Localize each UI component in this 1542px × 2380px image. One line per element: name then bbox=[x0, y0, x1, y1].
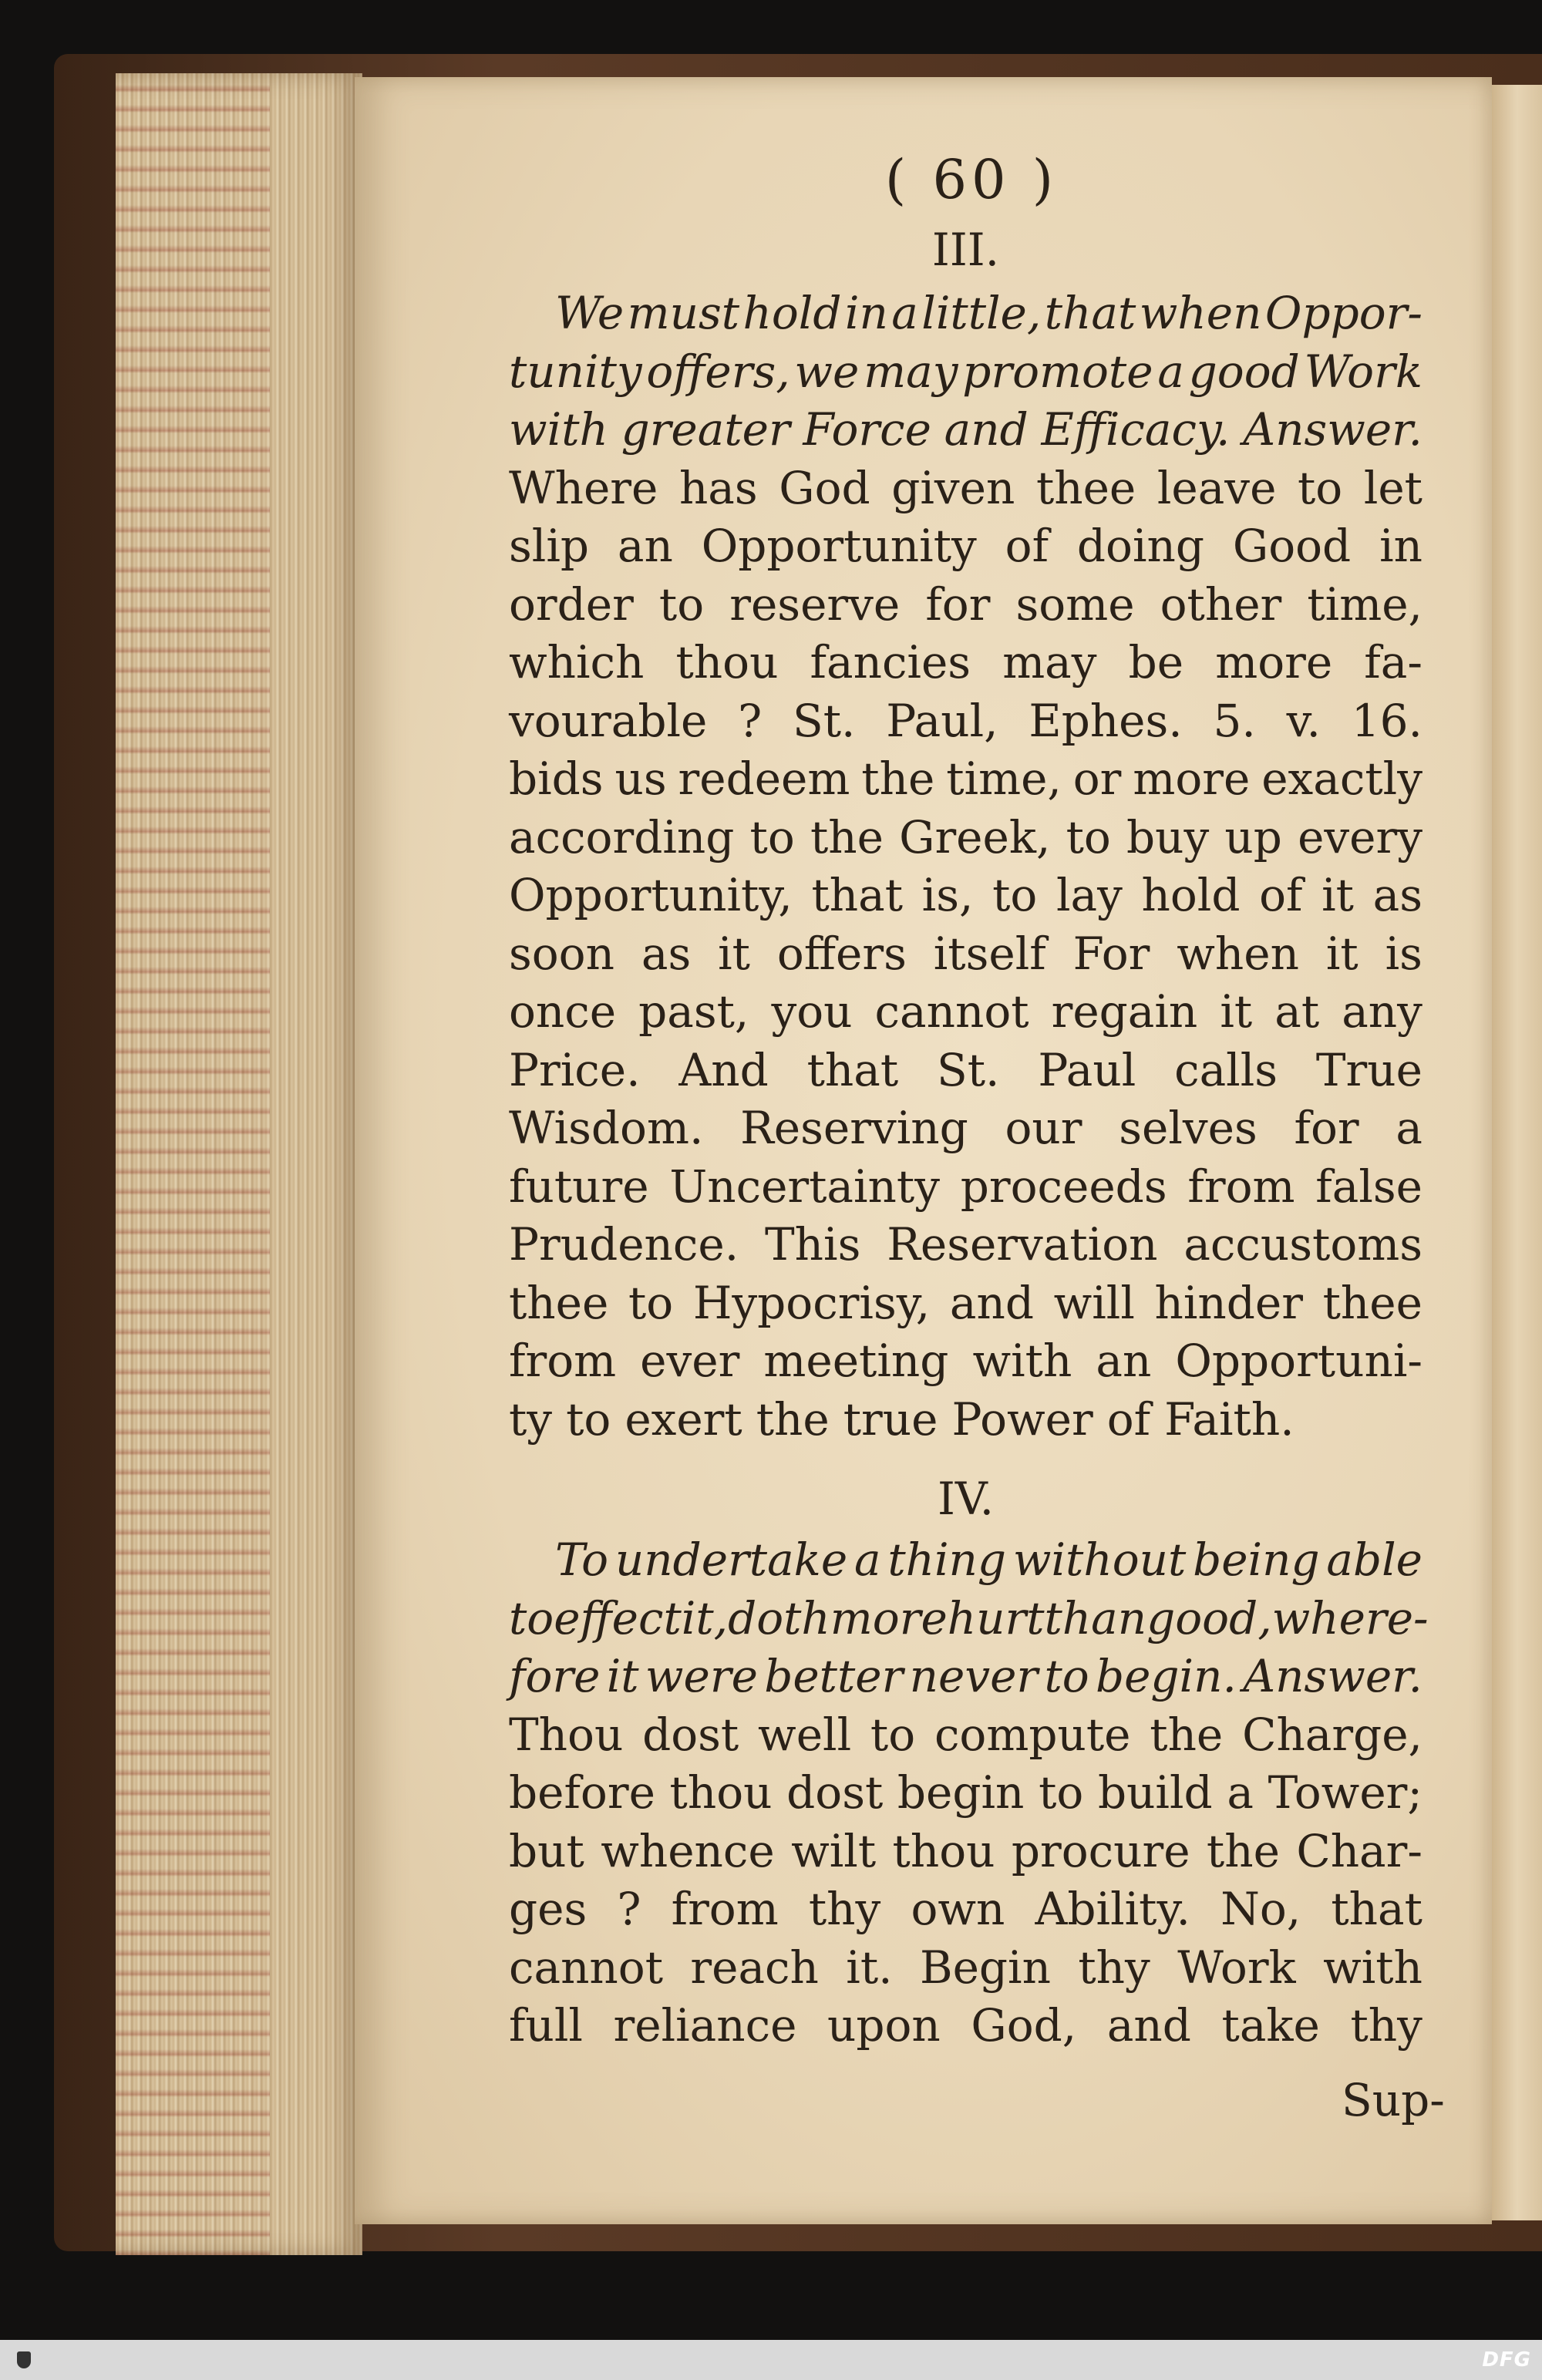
page-edges-speckle bbox=[116, 73, 270, 2255]
text-line: Opportunity, that is, to lay hold of it as bbox=[509, 869, 1422, 921]
section-heading-2: IV. bbox=[937, 1473, 995, 1525]
text-line: bids us redeem the time, or more exactly bbox=[509, 752, 1422, 805]
text-line: slip an Opportunity of doing Good in bbox=[509, 520, 1422, 572]
text-line: Price. And that St. Paul calls True bbox=[509, 1043, 1422, 1096]
text-line: thee to Hypocrisy, and will hinder thee bbox=[509, 1276, 1422, 1329]
text-line: cannot reach it. Begin thy Work with bbox=[509, 1941, 1422, 1994]
viewer-footer-bar bbox=[0, 2340, 1542, 2380]
text-line: soon as it offers itself For when it is bbox=[509, 927, 1422, 980]
text-line: We must hold in a little, that when Oppor- bbox=[555, 287, 1422, 339]
text-line: To undertake a thing without being able bbox=[555, 1533, 1422, 1586]
catchword: Sup- bbox=[1342, 2074, 1445, 2126]
dfg-logo: DFG bbox=[1482, 2348, 1531, 2372]
text-line: tunity offers, we may promote a good Work bbox=[509, 345, 1422, 398]
text-line: vourable ? St. Paul, Ephes. 5. v. 16. bbox=[509, 694, 1422, 747]
text-line: Thou dost well to compute the Charge, bbox=[509, 1708, 1422, 1761]
page-number: ( 60 ) bbox=[884, 148, 1059, 211]
text-line: according to the Greek, to buy up every bbox=[509, 810, 1422, 863]
text-line: which thou fancies may be more fa- bbox=[509, 636, 1422, 688]
text-line: before thou dost begin to build a Tower; bbox=[509, 1766, 1422, 1819]
text-line: to effect it, doth more hurt than good, where- bbox=[509, 1591, 1429, 1644]
text-line: Wisdom. Reserving our selves for a bbox=[509, 1102, 1422, 1154]
text-line: fore it were better never to begin. Answer. bbox=[509, 1650, 1422, 1702]
text-line: but whence wilt thou procure the Char- bbox=[509, 1824, 1422, 1877]
text-line: once past, you cannot regain it at any bbox=[509, 985, 1422, 1038]
text-line: ges ? from thy own Ability. No, that bbox=[509, 1883, 1422, 1935]
library-logo-icon bbox=[8, 2344, 40, 2376]
section-heading-1: III. bbox=[931, 224, 1000, 276]
text-line: future Uncertainty proceeds from false bbox=[509, 1160, 1422, 1213]
library-shield-icon bbox=[17, 2351, 31, 2368]
text-line: order to reserve for some other time, bbox=[509, 577, 1422, 631]
text-line: Where has God given thee leave to let bbox=[509, 461, 1422, 514]
text-line: full reliance upon God, and take thy bbox=[509, 1999, 1422, 2052]
text-line: ty to exert the true Power of Faith. bbox=[509, 1392, 1295, 1446]
text-line: from ever meeting with an Opportuni- bbox=[509, 1335, 1422, 1387]
facing-page-sliver bbox=[1492, 85, 1542, 2220]
text-line: with greater Force and Efficacy. Answer. bbox=[509, 403, 1422, 456]
text-line: Prudence. This Reservation accustoms bbox=[509, 1218, 1422, 1271]
